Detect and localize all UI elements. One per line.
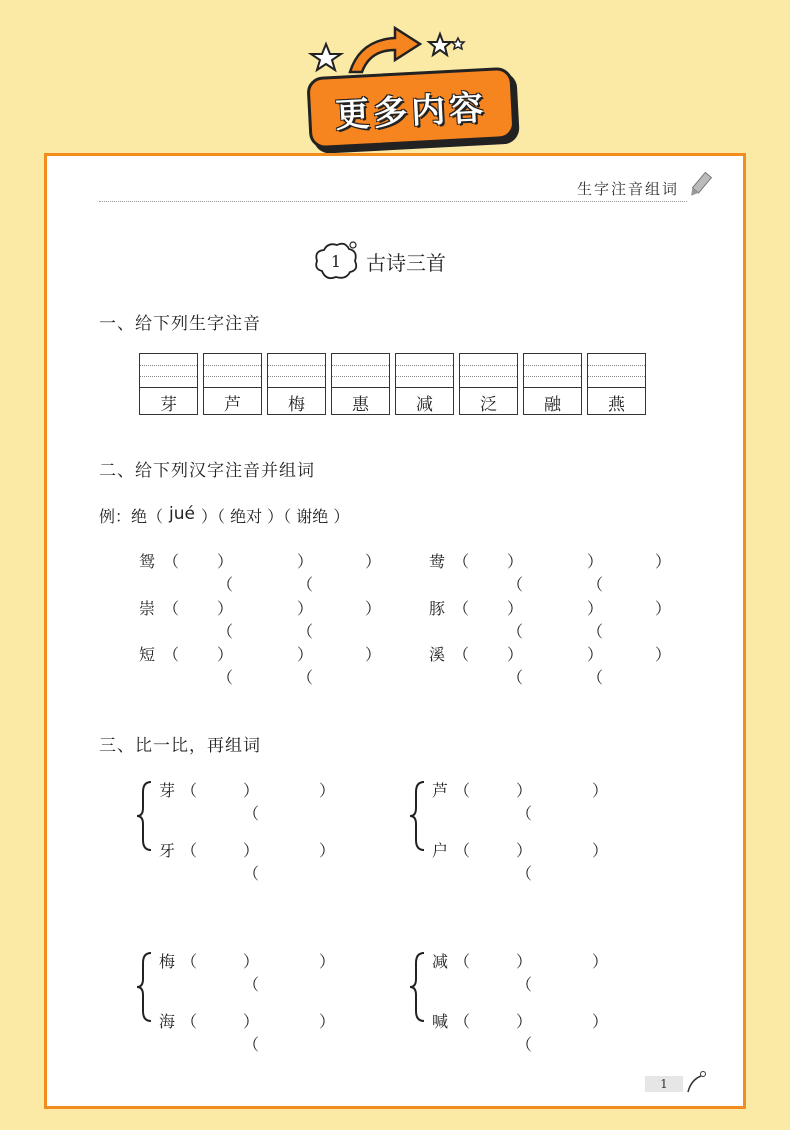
paren: ）（ (243, 781, 260, 823)
compare-group[interactable] (135, 776, 355, 883)
paren: （ (181, 841, 198, 860)
pinyin-box[interactable] (587, 353, 646, 415)
compare-line (159, 1009, 336, 1054)
box-char: 梅 (288, 395, 305, 415)
pinyin-box[interactable] (267, 353, 326, 415)
paren: （ (453, 552, 470, 571)
compare-line (432, 949, 609, 994)
paren: ） (319, 952, 336, 971)
example-prefix: 例：绝（ (99, 507, 164, 526)
brace-icon (408, 780, 428, 852)
compare-group[interactable] (408, 947, 628, 1054)
box-char: 减 (416, 395, 433, 415)
paren: （ (454, 841, 471, 860)
compare-line (159, 778, 336, 823)
paren: ） (655, 552, 672, 571)
compare-line (159, 949, 336, 994)
paren: ） (365, 645, 382, 664)
paren: ）（ (516, 781, 533, 823)
brace-icon (135, 780, 155, 852)
paren: ）（ (297, 552, 314, 594)
header-divider (99, 201, 687, 202)
exercise-char: 溪 (429, 645, 446, 664)
paren: ）（ (587, 599, 604, 641)
paren: （ (454, 781, 471, 800)
compare-char: 海 (159, 1012, 176, 1031)
paren: ）（ (297, 645, 314, 687)
compare-char: 减 (432, 952, 449, 971)
section3-title: 三、比一比，再组词 (99, 736, 261, 756)
paren: ）（ (587, 645, 604, 687)
pencil-icon (687, 170, 713, 200)
pinyin-box[interactable] (459, 353, 518, 415)
paren: （ (454, 952, 471, 971)
box-char: 泛 (480, 395, 497, 415)
compare-line (432, 778, 609, 823)
lesson-number: 1 (330, 252, 342, 271)
section2-title: 二、给下列汉字注音并组词 (99, 461, 315, 481)
box-char: 芽 (160, 395, 177, 415)
exercise-char: 鸳 (139, 552, 156, 571)
paren: ）（ (507, 599, 524, 641)
pinyin-box[interactable] (523, 353, 582, 415)
example-pinyin: jué (169, 504, 195, 524)
box-char: 芦 (224, 395, 241, 415)
paren: ） (592, 1012, 609, 1031)
compare-char: 芦 (432, 781, 449, 800)
pinyin-box[interactable] (203, 353, 262, 415)
paren: （ (453, 599, 470, 618)
pinyin-box[interactable] (139, 353, 198, 415)
compare-char: 牙 (159, 841, 176, 860)
paren: ） (365, 599, 382, 618)
lesson-heading (312, 238, 446, 284)
paren: ） (655, 599, 672, 618)
exercise-char: 崇 (139, 599, 156, 618)
more-content-badge[interactable] (300, 22, 520, 136)
paren: ）（ (217, 645, 234, 687)
worksheet-page (44, 153, 746, 1109)
paren: （ (163, 552, 180, 571)
compare-line (159, 838, 336, 883)
page-number: 1 (645, 1076, 683, 1092)
compare-group[interactable] (408, 776, 628, 883)
box-char: 融 (544, 395, 561, 415)
paren: ）（ (243, 1012, 260, 1054)
paren: ） (655, 645, 672, 664)
paren: ）（ (587, 552, 604, 594)
paren: ）（ (243, 841, 260, 883)
compare-char: 喊 (432, 1012, 449, 1031)
cloud-number-icon (312, 239, 360, 283)
compare-char: 户 (432, 841, 449, 860)
paren: ） (592, 841, 609, 860)
exercise-char: 短 (139, 645, 156, 664)
compare-group[interactable] (135, 947, 355, 1054)
compare-char: 梅 (159, 952, 176, 971)
section-label: 生字注音组词 (576, 180, 679, 198)
example-line (99, 504, 349, 527)
paren: ）（ (217, 552, 234, 594)
lesson-title: 古诗三首 (366, 250, 446, 275)
pinyin-box[interactable] (395, 353, 454, 415)
paren: ）（ (507, 645, 524, 687)
pinyin-boxes (139, 353, 651, 415)
paren: ）（ (516, 1012, 533, 1054)
box-char: 惠 (352, 395, 369, 415)
paren: ）（ (516, 841, 533, 883)
paren: ）（ (243, 952, 260, 994)
paren: ） (319, 1012, 336, 1031)
brace-icon (135, 951, 155, 1023)
paren: ） (319, 841, 336, 860)
paren: ）（ (507, 552, 524, 594)
brace-icon (408, 951, 428, 1023)
pinyin-box[interactable] (331, 353, 390, 415)
paren: （ (181, 781, 198, 800)
paren: ） (592, 952, 609, 971)
section1-title: 一、给下列生字注音 (99, 314, 261, 334)
paren: ） (319, 781, 336, 800)
exercise-char: 鸯 (429, 552, 446, 571)
paren: ）（ (217, 599, 234, 641)
paren: （ (454, 1012, 471, 1031)
compare-line (432, 1009, 609, 1054)
example-rest: ）（ 绝对 ）（ 谢绝 ） (200, 507, 350, 526)
paren: （ (453, 645, 470, 664)
page-deco-icon (685, 1070, 707, 1094)
paren: ）（ (297, 599, 314, 641)
compare-char: 芽 (159, 781, 176, 800)
compare-line (432, 838, 609, 883)
paren: （ (163, 645, 180, 664)
paren: ） (592, 781, 609, 800)
paren: ）（ (516, 952, 533, 994)
badge-text: 更多内容 (334, 87, 489, 136)
badge-body (306, 67, 515, 150)
paren: （ (163, 599, 180, 618)
paren: （ (181, 1012, 198, 1031)
box-char: 燕 (608, 395, 625, 415)
paren: （ (181, 952, 198, 971)
exercise-char: 豚 (429, 599, 446, 618)
paren: ） (365, 552, 382, 571)
